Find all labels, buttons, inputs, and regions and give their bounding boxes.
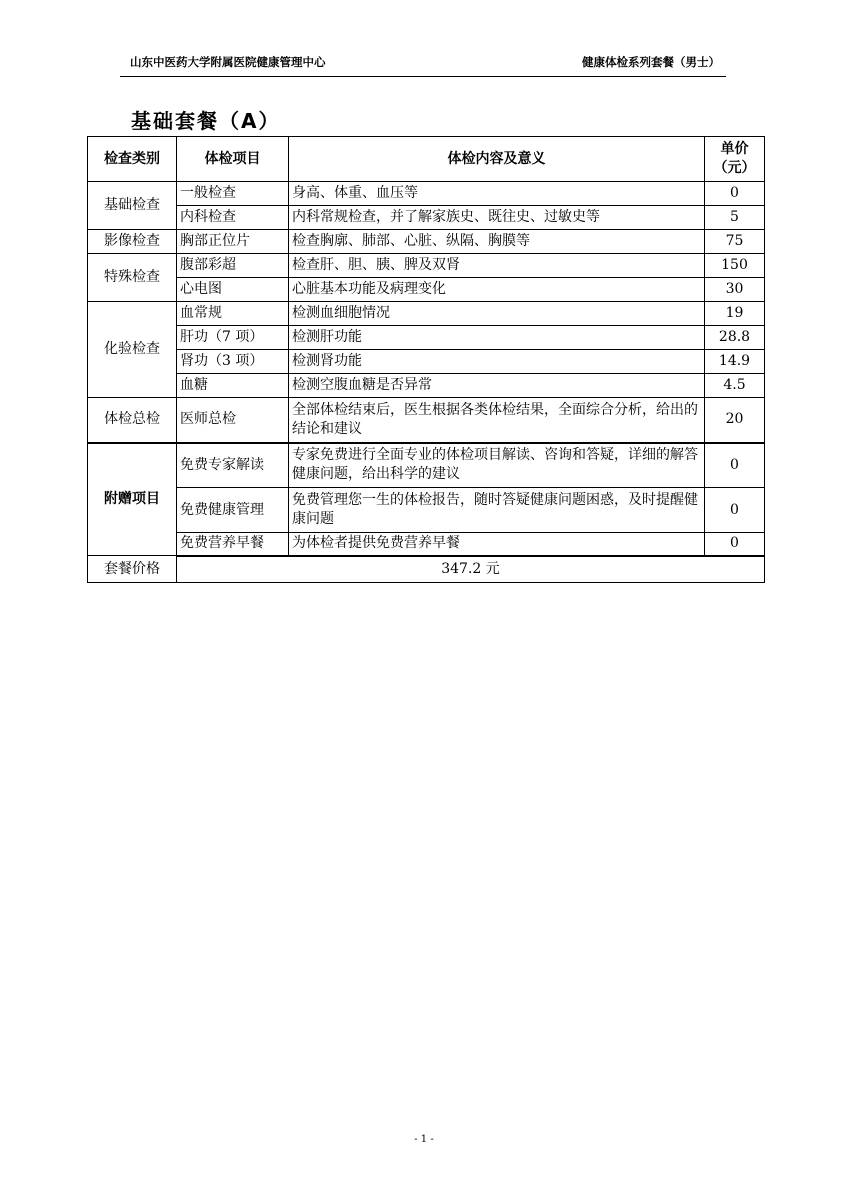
header-content: 体检内容及意义 <box>289 137 705 182</box>
item-cell: 血常规 <box>177 302 289 326</box>
price-cell: 150 <box>705 254 765 278</box>
table-row <box>88 278 765 302</box>
header-item: 体检项目 <box>177 137 289 182</box>
content-cell: 身高、体重、血压等 <box>289 182 705 206</box>
category-cell: 化验检查 <box>88 302 177 398</box>
item-cell: 免费健康管理 <box>177 488 289 533</box>
price-cell: 5 <box>705 206 765 230</box>
price-cell: 0 <box>705 488 765 533</box>
table-row <box>88 398 765 443</box>
category-cell: 特殊检查 <box>88 254 177 302</box>
content-cell: 检测空腹血糖是否异常 <box>289 374 705 398</box>
content-cell: 内科常规检查，并了解家族史、既往史、过敏史等 <box>289 206 705 230</box>
table-row <box>88 254 765 278</box>
price-cell: 4.5 <box>705 374 765 398</box>
item-cell: 血糖 <box>177 374 289 398</box>
header-rule <box>120 76 726 77</box>
price-cell: 28.8 <box>705 326 765 350</box>
item-cell: 心电图 <box>177 278 289 302</box>
content-cell: 检查肝、胆、胰、脾及双肾 <box>289 254 705 278</box>
price-cell: 30 <box>705 278 765 302</box>
category-cell: 附赠项目 <box>88 443 177 556</box>
table-row <box>88 206 765 230</box>
content-cell: 检测血细胞情况 <box>289 302 705 326</box>
page-number: - 1 - <box>414 1134 434 1145</box>
package-table <box>87 136 765 583</box>
content-cell: 检查胸廓、肺部、心脏、纵隔、胸膜等 <box>289 230 705 254</box>
table-row <box>88 374 765 398</box>
total-row <box>88 556 765 583</box>
table-row <box>88 302 765 326</box>
header-price <box>705 137 765 182</box>
price-cell: 0 <box>705 443 765 488</box>
price-cell: 0 <box>705 182 765 206</box>
item-cell: 一般检查 <box>177 182 289 206</box>
price-cell: 75 <box>705 230 765 254</box>
item-cell: 免费专家解读 <box>177 443 289 488</box>
content-cell: 免费管理您一生的体检报告，随时答疑健康问题困惑，及时提醒健康问题 <box>289 488 705 533</box>
content-cell: 检测肾功能 <box>289 350 705 374</box>
page-header <box>120 54 726 74</box>
price-cell: 0 <box>705 533 765 556</box>
price-cell: 19 <box>705 302 765 326</box>
table-row <box>88 230 765 254</box>
item-cell: 医师总检 <box>177 398 289 443</box>
content-cell: 为体检者提供免费营养早餐 <box>289 533 705 556</box>
hospital-name: 山东中医药大学附属医院健康管理中心 <box>130 55 326 69</box>
item-cell: 肾功（3 项） <box>177 350 289 374</box>
series-name: 健康体检系列套餐（男士） <box>582 55 720 69</box>
table-row <box>88 350 765 374</box>
table-row <box>88 533 765 556</box>
category-cell: 体检总检 <box>88 398 177 443</box>
header-price-label: 单价（元） <box>713 141 756 176</box>
table-row <box>88 488 765 533</box>
table-row <box>88 182 765 206</box>
category-cell: 影像检查 <box>88 230 177 254</box>
price-cell: 20 <box>705 398 765 443</box>
item-cell: 内科检查 <box>177 206 289 230</box>
item-cell: 免费营养早餐 <box>177 533 289 556</box>
item-cell: 肝功（7 项） <box>177 326 289 350</box>
item-cell: 腹部彩超 <box>177 254 289 278</box>
header-category: 检查类别 <box>88 137 177 182</box>
price-cell: 14.9 <box>705 350 765 374</box>
content-cell: 检测肝功能 <box>289 326 705 350</box>
table-row <box>88 326 765 350</box>
total-value: 347.2 元 <box>177 556 765 583</box>
table-row <box>88 443 765 488</box>
package-title: 基础套餐（A） <box>131 109 281 133</box>
content-cell: 专家免费进行全面专业的体检项目解读、咨询和答疑，详细的解答健康问题，给出科学的建议 <box>289 443 705 488</box>
content-cell: 全部体检结束后，医生根据各类体检结果，全面综合分析，给出的结论和建议 <box>289 398 705 443</box>
category-cell: 基础检查 <box>88 182 177 230</box>
content-cell: 心脏基本功能及病理变化 <box>289 278 705 302</box>
total-label: 套餐价格 <box>88 556 177 583</box>
item-cell: 胸部正位片 <box>177 230 289 254</box>
